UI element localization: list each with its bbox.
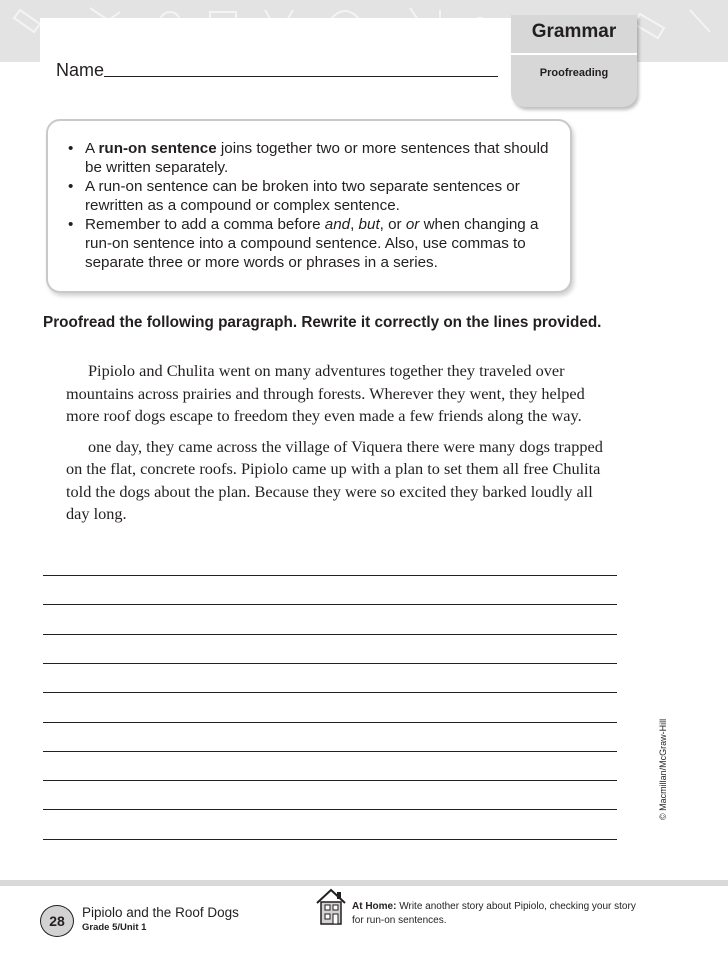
copyright-notice: © Macmillan/McGraw-Hill <box>658 718 668 820</box>
answer-line[interactable] <box>43 839 617 840</box>
bullet-icon: • <box>68 140 74 157</box>
grammar-tab <box>511 15 637 107</box>
footer-grade: Grade 5/Unit 1 <box>82 922 147 933</box>
subject-title: Grammar <box>531 21 617 42</box>
answer-line[interactable] <box>43 663 617 664</box>
name-area <box>40 18 520 108</box>
rules-list <box>68 139 558 272</box>
footer-divider <box>0 880 728 886</box>
rules-box <box>46 119 572 293</box>
answer-line[interactable] <box>43 722 617 723</box>
name-label: Name <box>56 60 105 80</box>
name-field[interactable] <box>104 76 498 77</box>
page-number: 28 <box>40 905 74 937</box>
rule-item: • A run-on sentence joins together two or more sentences that should be written separately. <box>68 140 549 176</box>
house-icon <box>314 886 348 926</box>
rule-item: • Remember to add a comma before and, but, or or when changing a run-on sentence into a compound sentence. Also, use commas to separate three or more words or phrases in a series. <box>68 216 539 271</box>
answer-line[interactable] <box>43 751 617 752</box>
rule-item: • A run-on sentence can be broken into two separate sentences or rewritten as a compound or complex sentence. <box>68 178 520 214</box>
term-bold: run-on sentence <box>98 140 217 157</box>
footer-title: Pipiolo and the Roof Dogs <box>82 905 239 920</box>
answer-line[interactable] <box>43 692 617 693</box>
bullet-icon: • <box>68 178 74 195</box>
story-paragraph: Pipiolo and Chulita went on many adventures together they traveled over mountains across prairies and through forests. Wherever they went, they helped more roof dogs escape to freedom they even made a few friends along the way. <box>66 361 585 425</box>
answer-line[interactable] <box>43 634 617 635</box>
answer-line[interactable] <box>43 575 617 576</box>
at-home-note: At Home: Write another story about Pipiolo, checking your story for run-on sentences. <box>352 901 636 926</box>
story-paragraph: one day, they came across the village of Viquera there were many dogs trapped on the flat, concrete roofs. Pipiolo came up with a plan to set them all free Chulita told the dogs about the plan. Because they were so excited they barked loudly all day long. <box>66 436 603 523</box>
answer-line[interactable] <box>43 780 617 781</box>
instructions: Proofread the following paragraph. Rewrite it correctly on the lines provided. <box>43 314 602 331</box>
skill-label: Proofreading <box>539 67 609 79</box>
answer-line[interactable] <box>43 604 617 605</box>
story-passage <box>66 360 606 534</box>
bullet-icon: • <box>68 216 74 233</box>
answer-line[interactable] <box>43 809 617 810</box>
tab-divider <box>511 53 637 55</box>
